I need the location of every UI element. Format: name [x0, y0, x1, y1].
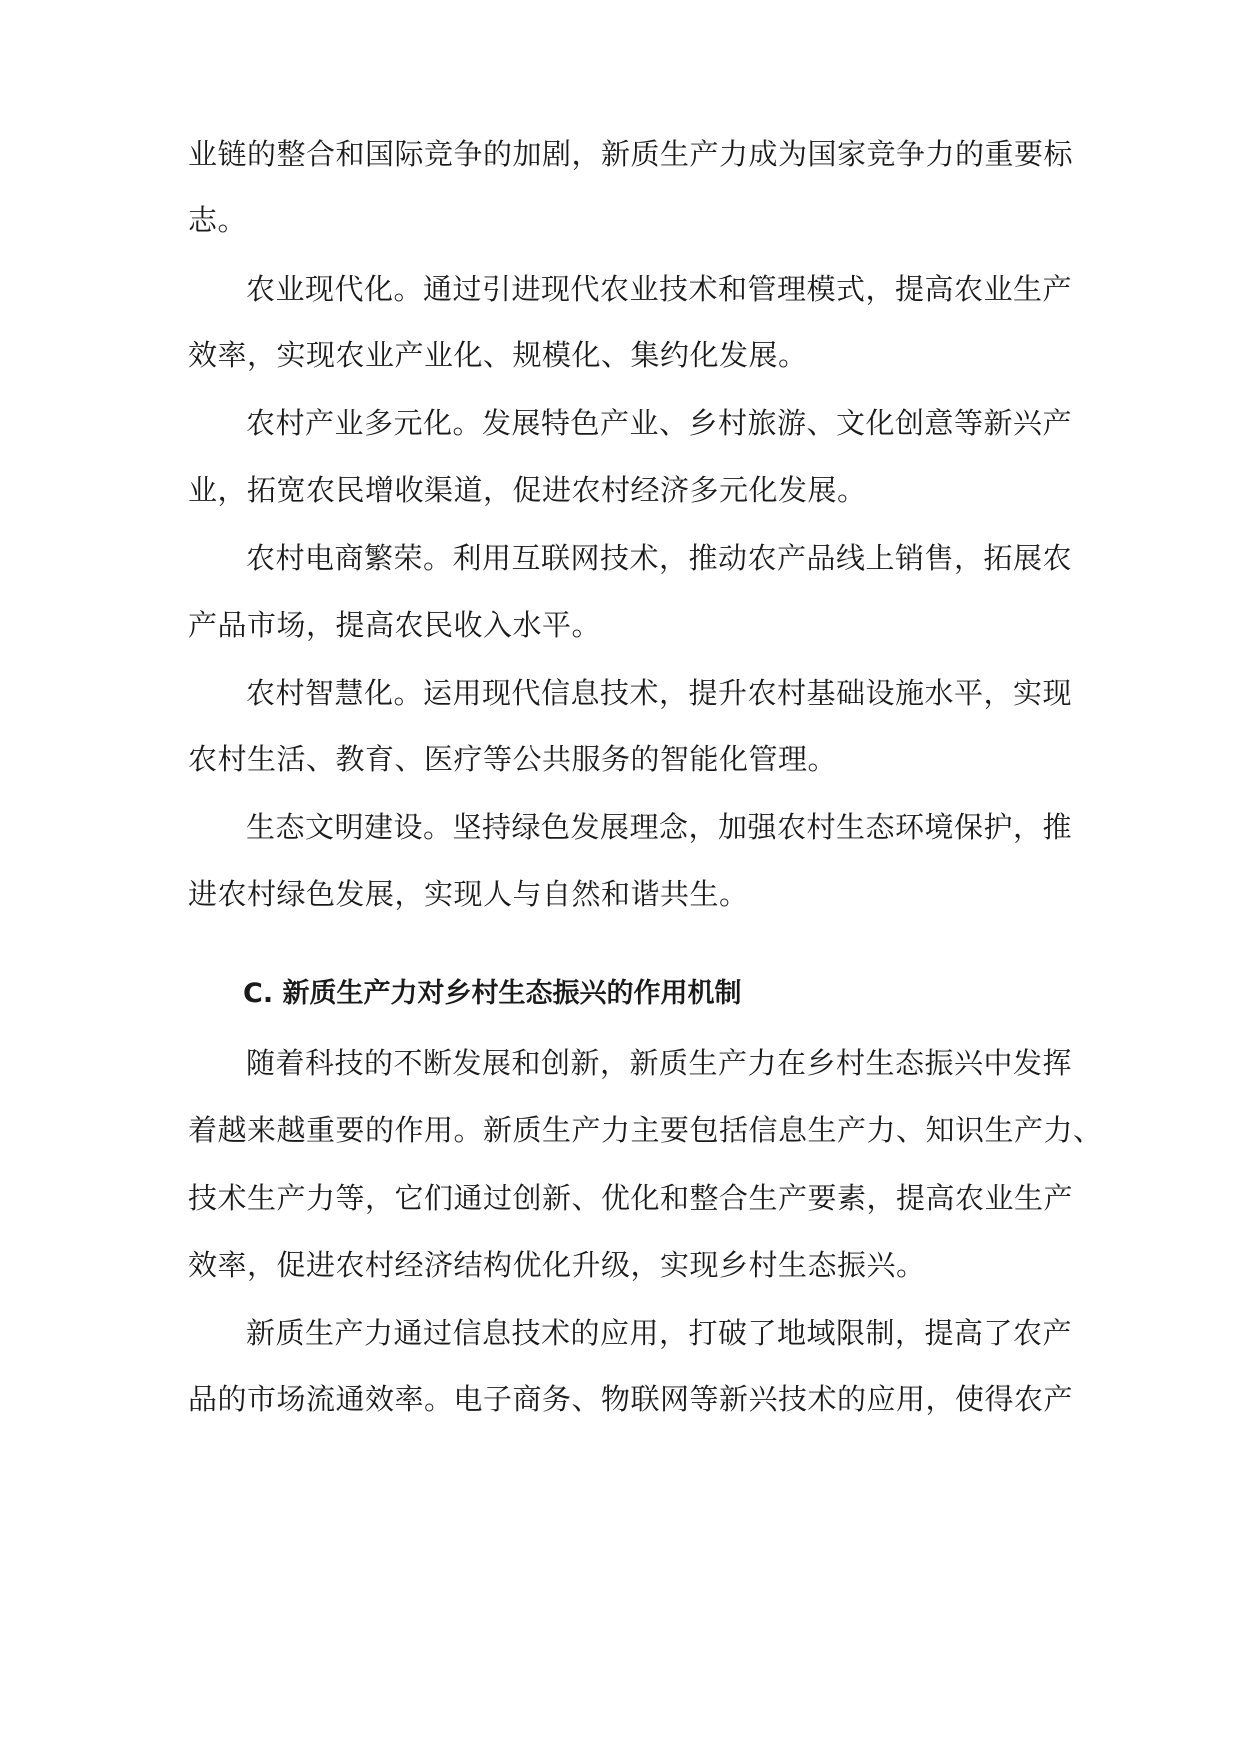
text-line: 效率，促进农村经济结构优化升级，实现乡村生态振兴。 — [188, 1248, 926, 1282]
text-line: 品的市场流通效率。电子商务、物联网等新兴技术的应用，使得农产 — [188, 1382, 1074, 1416]
text-line: 技术生产力等，它们通过创新、优化和整合生产要素，提高农业生产 — [188, 1181, 1074, 1215]
text-line: 进农村绿色发展，实现人与自然和谐共生。 — [188, 877, 749, 911]
text-line: 农村生活、教育、医疗等公共服务的智能化管理。 — [188, 742, 838, 776]
paragraph-first-line: 农业现代化。通过引进现代农业技术和管理模式，提高农业生产 — [246, 272, 1073, 306]
text-line: 业链的整合和国际竞争的加剧，新质生产力成为国家竞争力的重要标 — [188, 137, 1074, 171]
paragraph-first-line: 农村电商繁荣。利用互联网技术，推动农产品线上销售，拓展农 — [246, 541, 1073, 575]
paragraph-first-line: 农村产业多元化。发展特色产业、乡村旅游、文化创意等新兴产 — [246, 406, 1073, 440]
text-line: 产品市场，提高农民收入水平。 — [188, 608, 602, 642]
section-heading: C. 新质生产力对乡村生态振兴的作用机制 — [243, 978, 742, 1009]
text-line: 效率，实现农业产业化、规模化、集约化发展。 — [188, 338, 808, 372]
paragraph-first-line: 生态文明建设。坚持绿色发展理念，加强农村生态环境保护，推 — [246, 810, 1073, 844]
text-line: 志。 — [188, 203, 248, 237]
paragraph-first-line: 随着科技的不断发展和创新，新质生产力在乡村生态振兴中发挥 — [246, 1046, 1073, 1080]
paragraph-first-line: 农村智慧化。运用现代信息技术，提升农村基础设施水平，实现 — [246, 676, 1073, 710]
paragraph-first-line: 新质生产力通过信息技术的应用，打破了地域限制，提高了农产 — [246, 1316, 1073, 1350]
text-line: 业，拓宽农民增收渠道，促进农村经济多元化发展。 — [188, 473, 867, 507]
text-line: 着越来越重要的作用。新质生产力主要包括信息生产力、知识生产力、 — [188, 1113, 1103, 1147]
